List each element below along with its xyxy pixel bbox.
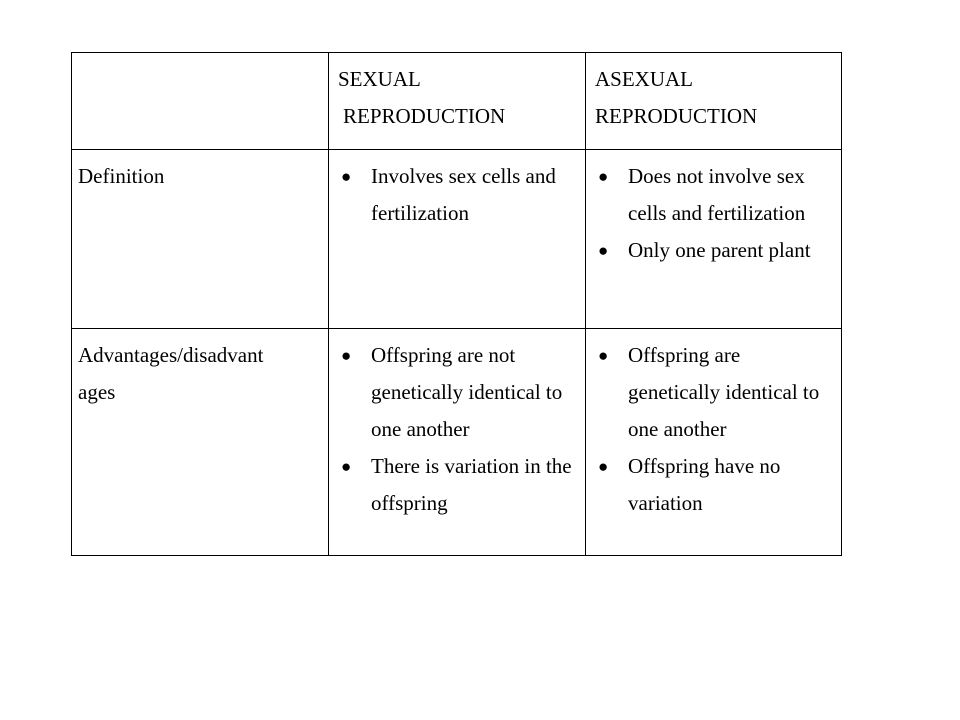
row-label-advantages-line1: Advantages/disadvant bbox=[78, 343, 264, 367]
list-item bbox=[335, 448, 579, 522]
header-empty-cell bbox=[72, 53, 329, 150]
table-row-definition bbox=[72, 150, 842, 329]
list-item-text: Offspring are genetically identical to one another bbox=[628, 343, 820, 441]
list-item-text: Does not involve sex cells and fertilization bbox=[628, 164, 806, 225]
list-item-text: Offspring are not genetically identical to one another bbox=[371, 343, 563, 441]
list-item-text: There is variation in the offspring bbox=[371, 454, 572, 515]
advantages-asexual-list bbox=[592, 337, 835, 522]
advantages-sexual-list bbox=[335, 337, 579, 522]
bullet-icon: ● bbox=[598, 346, 609, 365]
list-item bbox=[592, 448, 835, 522]
table-row-advantages bbox=[72, 329, 842, 556]
definition-sexual-list bbox=[335, 158, 579, 232]
list-item bbox=[335, 337, 579, 448]
advantages-sexual-cell bbox=[329, 329, 586, 556]
list-item-text: Only one parent plant bbox=[628, 238, 811, 262]
row-label-definition bbox=[72, 150, 329, 329]
header-asexual-line1: ASEXUAL bbox=[595, 67, 693, 91]
list-item-text: Offspring have no variation bbox=[628, 454, 781, 515]
reproduction-comparison-table bbox=[71, 52, 842, 556]
header-sexual-line1: SEXUAL bbox=[338, 67, 421, 91]
header-sexual-line2 bbox=[335, 98, 579, 135]
definition-asexual-list bbox=[592, 158, 835, 269]
advantages-asexual-cell bbox=[586, 329, 842, 556]
header-asexual-reproduction bbox=[586, 53, 842, 150]
list-item bbox=[592, 158, 835, 232]
list-item-text: Involves sex cells and fertilization bbox=[371, 164, 556, 225]
header-asexual-line2: REPRODUCTION bbox=[595, 104, 758, 128]
header-sexual-line2-text: REPRODUCTION bbox=[343, 104, 506, 128]
list-item bbox=[592, 232, 835, 269]
bullet-icon: ● bbox=[341, 167, 352, 186]
row-label-advantages bbox=[72, 329, 329, 556]
table-header-row bbox=[72, 53, 842, 150]
list-item bbox=[592, 337, 835, 448]
bullet-icon: ● bbox=[598, 241, 609, 260]
row-label-definition-text: Definition bbox=[78, 164, 165, 188]
row-label-advantages-line2: ages bbox=[78, 380, 116, 404]
bullet-icon: ● bbox=[598, 167, 609, 186]
header-sexual-reproduction bbox=[329, 53, 586, 150]
bullet-icon: ● bbox=[341, 457, 352, 476]
bullet-icon: ● bbox=[598, 457, 609, 476]
list-item bbox=[335, 158, 579, 232]
definition-asexual-cell bbox=[586, 150, 842, 329]
definition-sexual-cell bbox=[329, 150, 586, 329]
bullet-icon: ● bbox=[341, 346, 352, 365]
